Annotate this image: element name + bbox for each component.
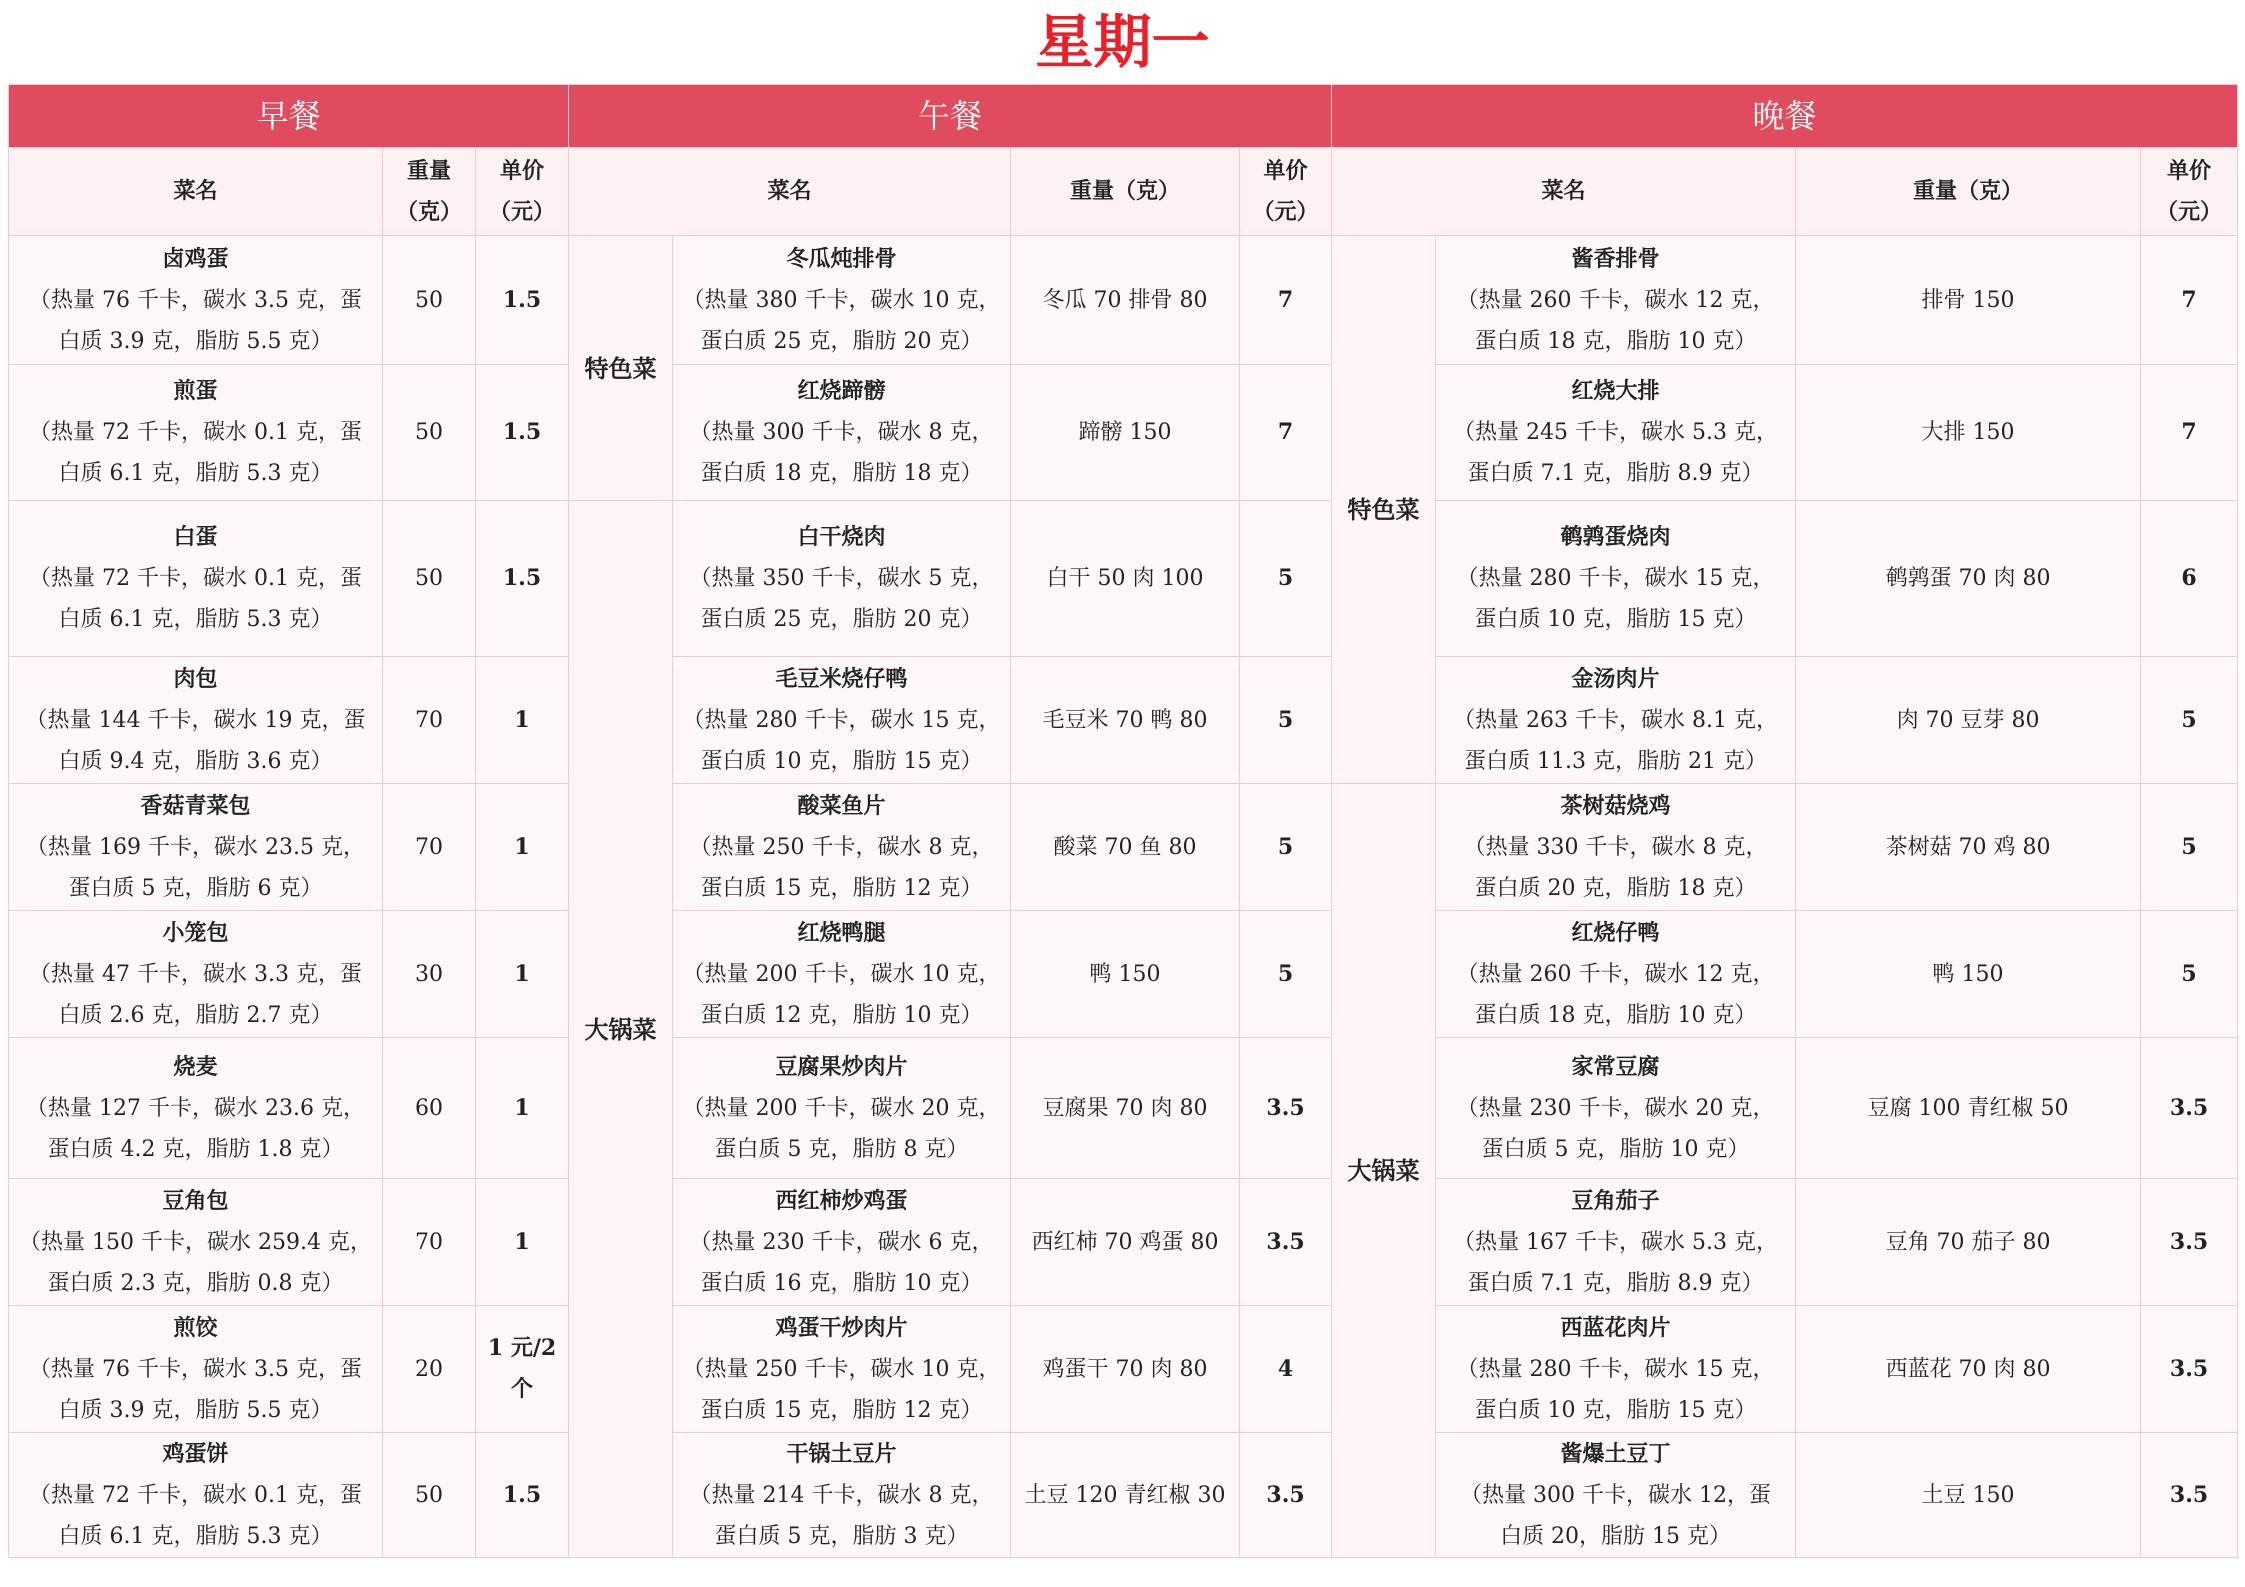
nutrition-line: （热量 230 千卡，碳水 6 克， xyxy=(689,1229,994,1255)
lunch-price-header: 单价 （元） xyxy=(1240,148,1332,236)
menu-row xyxy=(9,1433,2238,1558)
lunch-weight: 鸡蛋干 70 肉 80 xyxy=(1011,1306,1240,1433)
breakfast-price: 1.5 xyxy=(476,365,569,501)
dish-cell xyxy=(673,1306,1011,1433)
breakfast-weight: 50 xyxy=(383,365,476,501)
meal-header-row xyxy=(9,85,2238,148)
dinner-price: 6 xyxy=(2141,501,2238,657)
nutrition-line: （热量 76 千卡，碳水 3.5 克，蛋 xyxy=(29,287,362,313)
lunch-price: 4 xyxy=(1240,1306,1332,1433)
lunch-header: 午餐 xyxy=(569,85,1332,148)
menu-row xyxy=(9,365,2238,501)
breakfast-price: 1 xyxy=(476,911,569,1038)
lunch-price: 7 xyxy=(1240,365,1332,501)
dish-name: 香菇青菜包 xyxy=(140,792,251,819)
nutrition-line: 蛋白质 18 克，脂肪 10 克） xyxy=(1474,328,1757,354)
dish-cell xyxy=(1436,1433,1796,1558)
nutrition-line: 白质 3.9 克，脂肪 5.5 克） xyxy=(58,328,333,354)
breakfast-price: 1.5 xyxy=(476,1433,569,1558)
nutrition-line: 蛋白质 20 克，脂肪 18 克） xyxy=(1474,875,1757,901)
dish-cell xyxy=(1436,657,1796,784)
nutrition-line: 蛋白质 15 克，脂肪 12 克） xyxy=(700,1397,983,1423)
nutrition-line: （热量 230 千卡，碳水 20 克， xyxy=(1456,1095,1775,1121)
dish-name: 白干烧肉 xyxy=(797,524,886,550)
dish-name: 毛豆米烧仔鸭 xyxy=(775,665,908,692)
menu-row xyxy=(9,236,2238,365)
nutrition-line: 蛋白质 10 克，脂肪 15 克） xyxy=(1474,1397,1757,1423)
dinner-weight: 土豆 150 xyxy=(1796,1433,2141,1558)
nutrition-line: （热量 380 千卡，碳水 10 克， xyxy=(682,287,1001,313)
dish-cell xyxy=(9,1179,383,1306)
nutrition-line: （热量 200 千卡，碳水 20 克， xyxy=(682,1095,1001,1121)
lunch-price: 3.5 xyxy=(1240,1433,1332,1558)
nutrition-line: （热量 245 千卡，碳水 5.3 克， xyxy=(1453,420,1779,445)
dish-name: 白蛋 xyxy=(173,524,218,550)
dish-cell xyxy=(673,911,1011,1038)
nutrition-line: 蛋白质 18 克，脂肪 10 克） xyxy=(1474,1002,1757,1028)
dish-cell xyxy=(9,1433,383,1558)
breakfast-weight: 50 xyxy=(383,501,476,657)
nutrition-line: （热量 350 千卡，碳水 5 克， xyxy=(689,566,994,591)
nutrition-line: 蛋白质 10 克，脂肪 15 克） xyxy=(1474,607,1757,632)
nutrition-line: （热量 250 千卡，碳水 8 克， xyxy=(689,834,994,860)
nutrition-line: （热量 72 千卡，碳水 0.1 克，蛋 xyxy=(29,1482,362,1508)
lunch-name-header: 菜名 xyxy=(569,148,1011,236)
dish-cell xyxy=(1436,365,1796,501)
dish-cell xyxy=(1436,1179,1796,1306)
nutrition-line: 白质 6.1 克，脂肪 5.3 克） xyxy=(58,461,333,486)
dish-cell xyxy=(9,236,383,365)
nutrition-line: （热量 300 千卡，碳水 8 克， xyxy=(689,420,994,445)
dish-name: 红烧大排 xyxy=(1571,378,1660,404)
dish-name: 煎蛋 xyxy=(173,378,218,404)
nutrition-line: 白质 6.1 克，脂肪 5.3 克） xyxy=(58,1523,333,1549)
lunch-weight: 冬瓜 70 排骨 80 xyxy=(1011,236,1240,365)
breakfast-weight: 70 xyxy=(383,784,476,911)
lunch-weight: 酸菜 70 鱼 80 xyxy=(1011,784,1240,911)
dish-cell xyxy=(9,501,383,657)
menu-row xyxy=(9,784,2238,911)
dish-name: 卤鸡蛋 xyxy=(162,245,229,272)
lunch-weight: 白干 50 肉 100 xyxy=(1011,501,1240,657)
dinner-price: 7 xyxy=(2141,365,2238,501)
dinner-price: 3.5 xyxy=(2141,1038,2238,1179)
breakfast-price: 1.5 xyxy=(476,236,569,365)
dinner-price-header: 单价 （元） xyxy=(2141,148,2238,236)
nutrition-line: （热量 47 千卡，碳水 3.3 克，蛋 xyxy=(29,961,362,987)
page-title: 星期一 xyxy=(1035,8,1210,76)
nutrition-line: （热量 72 千卡，碳水 0.1 克，蛋 xyxy=(29,566,362,591)
nutrition-line: 白质 3.9 克，脂肪 5.5 克） xyxy=(58,1397,333,1423)
dish-name: 红烧蹄髈 xyxy=(797,378,886,404)
lunch-weight: 豆腐果 70 肉 80 xyxy=(1011,1038,1240,1179)
lunch-price: 5 xyxy=(1240,657,1332,784)
breakfast-weight: 70 xyxy=(383,1179,476,1306)
nutrition-line: （热量 127 千卡，碳水 23.6 克， xyxy=(26,1095,365,1121)
dish-name: 酱爆土豆丁 xyxy=(1560,1440,1671,1467)
nutrition-line: 蛋白质 25 克，脂肪 20 克） xyxy=(700,607,983,632)
dinner-weight: 茶树菇 70 鸡 80 xyxy=(1796,784,2141,911)
nutrition-line: 蛋白质 10 克，脂肪 15 克） xyxy=(700,748,983,774)
dish-name: 烧麦 xyxy=(173,1053,218,1080)
dinner-price: 5 xyxy=(2141,911,2238,1038)
dinner-price: 7 xyxy=(2141,236,2238,365)
breakfast-price: 1 xyxy=(476,657,569,784)
dish-cell xyxy=(1436,784,1796,911)
dish-cell xyxy=(1436,236,1796,365)
nutrition-line: （热量 72 千卡，碳水 0.1 克，蛋 xyxy=(29,420,362,445)
menu-table xyxy=(8,84,2238,1558)
dinner-weight: 大排 150 xyxy=(1796,365,2141,501)
category-cell: 特色菜 xyxy=(1332,236,1436,784)
dinner-price: 5 xyxy=(2141,657,2238,784)
breakfast-price: 1 xyxy=(476,1038,569,1179)
lunch-weight: 毛豆米 70 鸭 80 xyxy=(1011,657,1240,784)
breakfast-name-header: 菜名 xyxy=(9,148,383,236)
dinner-weight: 排骨 150 xyxy=(1796,236,2141,365)
dinner-header: 晚餐 xyxy=(1332,85,2238,148)
nutrition-line: （热量 167 千卡，碳水 5.3 克， xyxy=(1453,1229,1779,1255)
nutrition-line: 蛋白质 7.1 克，脂肪 8.9 克） xyxy=(1467,1270,1764,1296)
nutrition-line: 蛋白质 5 克，脂肪 6 克） xyxy=(68,875,323,901)
nutrition-line: 蛋白质 5 克，脂肪 10 克） xyxy=(1481,1136,1750,1162)
nutrition-line: （热量 280 千卡，碳水 15 克， xyxy=(682,707,1001,733)
dish-cell xyxy=(673,236,1011,365)
menu-row xyxy=(9,1038,2238,1179)
nutrition-line: （热量 144 千卡，碳水 19 克，蛋 xyxy=(25,707,366,733)
nutrition-line: （热量 76 千卡，碳水 3.5 克，蛋 xyxy=(29,1356,362,1382)
nutrition-line: （热量 150 千卡，碳水 259.4 克， xyxy=(19,1229,372,1255)
dish-name: 家常豆腐 xyxy=(1571,1053,1660,1080)
nutrition-line: 蛋白质 18 克，脂肪 18 克） xyxy=(700,461,983,486)
dish-name: 茶树菇烧鸡 xyxy=(1560,792,1671,819)
dish-name: 西红柿炒鸡蛋 xyxy=(775,1187,908,1214)
dinner-price: 3.5 xyxy=(2141,1433,2238,1558)
breakfast-weight: 50 xyxy=(383,236,476,365)
nutrition-line: （热量 169 千卡，碳水 23.5 克， xyxy=(26,834,365,860)
breakfast-price: 1 元/2 个 xyxy=(476,1306,569,1433)
dish-name: 红烧仔鸭 xyxy=(1571,919,1660,946)
dish-cell xyxy=(9,784,383,911)
dish-cell xyxy=(1436,501,1796,657)
dinner-weight: 豆角 70 茄子 80 xyxy=(1796,1179,2141,1306)
dinner-weight: 西蓝花 70 肉 80 xyxy=(1796,1306,2141,1433)
nutrition-line: 蛋白质 25 克，脂肪 20 克） xyxy=(700,328,983,354)
nutrition-line: （热量 280 千卡，碳水 15 克， xyxy=(1456,566,1775,591)
nutrition-line: （热量 200 千卡，碳水 10 克， xyxy=(682,961,1001,987)
nutrition-line: （热量 300 千卡，碳水 12，蛋 xyxy=(1460,1482,1772,1508)
nutrition-line: 蛋白质 5 克，脂肪 3 克） xyxy=(714,1523,969,1549)
breakfast-weight: 30 xyxy=(383,911,476,1038)
dish-cell xyxy=(1436,911,1796,1038)
dish-cell xyxy=(9,657,383,784)
dinner-weight-header: 重量（克） xyxy=(1796,148,2141,236)
dinner-weight: 鹌鹑蛋 70 肉 80 xyxy=(1796,501,2141,657)
dish-name: 小笼包 xyxy=(162,919,229,946)
nutrition-line: 蛋白质 11.3 克，脂肪 21 克） xyxy=(1464,748,1768,774)
dish-cell xyxy=(673,1433,1011,1558)
dish-cell xyxy=(1436,1038,1796,1179)
nutrition-line: （热量 260 千卡，碳水 12 克， xyxy=(1456,287,1775,313)
dinner-price: 3.5 xyxy=(2141,1306,2238,1433)
nutrition-line: 蛋白质 16 克，脂肪 10 克） xyxy=(700,1270,983,1296)
dinner-price: 5 xyxy=(2141,784,2238,911)
nutrition-line: （热量 260 千卡，碳水 12 克， xyxy=(1456,961,1775,987)
dish-cell xyxy=(673,501,1011,657)
dish-name: 酸菜鱼片 xyxy=(797,792,886,819)
dinner-weight: 肉 70 豆芽 80 xyxy=(1796,657,2141,784)
nutrition-line: 白质 20，脂肪 15 克） xyxy=(1500,1523,1732,1549)
dish-name: 鹌鹑蛋烧肉 xyxy=(1560,524,1671,550)
dish-cell xyxy=(673,1179,1011,1306)
dish-name: 鸡蛋干炒肉片 xyxy=(775,1314,908,1341)
category-cell: 大锅菜 xyxy=(569,501,673,1558)
nutrition-line: （热量 330 千卡，碳水 8 克， xyxy=(1463,834,1768,860)
nutrition-line: 蛋白质 12 克，脂肪 10 克） xyxy=(700,1002,983,1028)
breakfast-weight: 50 xyxy=(383,1433,476,1558)
dish-name: 西蓝花肉片 xyxy=(1560,1314,1671,1341)
category-cell: 特色菜 xyxy=(569,236,673,501)
dish-cell xyxy=(9,911,383,1038)
lunch-price: 7 xyxy=(1240,236,1332,365)
dish-cell xyxy=(673,1038,1011,1179)
lunch-weight: 土豆 120 青红椒 30 xyxy=(1011,1433,1240,1558)
nutrition-line: （热量 214 千卡，碳水 8 克， xyxy=(689,1482,994,1508)
dish-cell xyxy=(673,657,1011,784)
menu-row xyxy=(9,657,2238,784)
dish-name: 红烧鸭腿 xyxy=(797,919,886,946)
dish-cell xyxy=(9,365,383,501)
breakfast-price-header: 单价 （元） xyxy=(476,148,569,236)
lunch-price: 5 xyxy=(1240,784,1332,911)
dish-name: 干锅土豆片 xyxy=(786,1440,897,1467)
breakfast-weight: 60 xyxy=(383,1038,476,1179)
dish-cell xyxy=(673,365,1011,501)
dish-cell xyxy=(9,1306,383,1433)
column-header-row xyxy=(9,148,2238,236)
menu-row xyxy=(9,1179,2238,1306)
dinner-name-header: 菜名 xyxy=(1332,148,1796,236)
dish-name: 金汤肉片 xyxy=(1571,665,1660,692)
lunch-price: 5 xyxy=(1240,501,1332,657)
nutrition-line: （热量 250 千卡，碳水 10 克， xyxy=(682,1356,1001,1382)
nutrition-line: 蛋白质 2.3 克，脂肪 0.8 克） xyxy=(47,1270,344,1296)
breakfast-weight-header: 重量 （克） xyxy=(383,148,476,236)
breakfast-price: 1 xyxy=(476,1179,569,1306)
dish-cell xyxy=(9,1038,383,1179)
lunch-weight: 鸭 150 xyxy=(1011,911,1240,1038)
category-cell: 大锅菜 xyxy=(1332,784,1436,1558)
dish-cell xyxy=(673,784,1011,911)
dish-cell xyxy=(1436,1306,1796,1433)
dish-name: 冬瓜炖排骨 xyxy=(786,245,897,272)
nutrition-line: 蛋白质 7.1 克，脂肪 8.9 克） xyxy=(1467,461,1764,486)
menu-row xyxy=(9,1306,2238,1433)
dish-name: 肉包 xyxy=(173,665,218,692)
dinner-price: 3.5 xyxy=(2141,1179,2238,1306)
dish-name: 豆腐果炒肉片 xyxy=(775,1053,908,1080)
lunch-price: 3.5 xyxy=(1240,1179,1332,1306)
breakfast-weight: 20 xyxy=(383,1306,476,1433)
lunch-price: 3.5 xyxy=(1240,1038,1332,1179)
lunch-weight: 西红柿 70 鸡蛋 80 xyxy=(1011,1179,1240,1306)
nutrition-line: 白质 6.1 克，脂肪 5.3 克） xyxy=(58,607,333,632)
nutrition-line: （热量 263 千卡，碳水 8.1 克， xyxy=(1453,707,1779,733)
nutrition-line: 蛋白质 5 克，脂肪 8 克） xyxy=(714,1136,969,1162)
dish-name: 豆角茄子 xyxy=(1571,1187,1660,1214)
dish-name: 煎饺 xyxy=(173,1314,218,1341)
dish-name: 酱香排骨 xyxy=(1571,245,1660,272)
nutrition-line: （热量 280 千卡，碳水 15 克， xyxy=(1456,1356,1775,1382)
dinner-weight: 鸭 150 xyxy=(1796,911,2141,1038)
nutrition-line: 蛋白质 15 克，脂肪 12 克） xyxy=(700,875,983,901)
nutrition-line: 蛋白质 4.2 克，脂肪 1.8 克） xyxy=(47,1136,344,1162)
menu-row xyxy=(9,911,2238,1038)
dish-name: 鸡蛋饼 xyxy=(162,1440,229,1467)
breakfast-price: 1.5 xyxy=(476,501,569,657)
menu-row xyxy=(9,501,2238,657)
nutrition-line: 白质 2.6 克，脂肪 2.7 克） xyxy=(58,1002,333,1028)
breakfast-header: 早餐 xyxy=(9,85,569,148)
breakfast-price: 1 xyxy=(476,784,569,911)
lunch-price: 5 xyxy=(1240,911,1332,1038)
dish-name: 豆角包 xyxy=(162,1187,229,1214)
breakfast-weight: 70 xyxy=(383,657,476,784)
dinner-weight: 豆腐 100 青红椒 50 xyxy=(1796,1038,2141,1179)
nutrition-line: 白质 9.4 克，脂肪 3.6 克） xyxy=(58,748,333,774)
lunch-weight-header: 重量（克） xyxy=(1011,148,1240,236)
lunch-weight: 蹄髈 150 xyxy=(1011,365,1240,501)
